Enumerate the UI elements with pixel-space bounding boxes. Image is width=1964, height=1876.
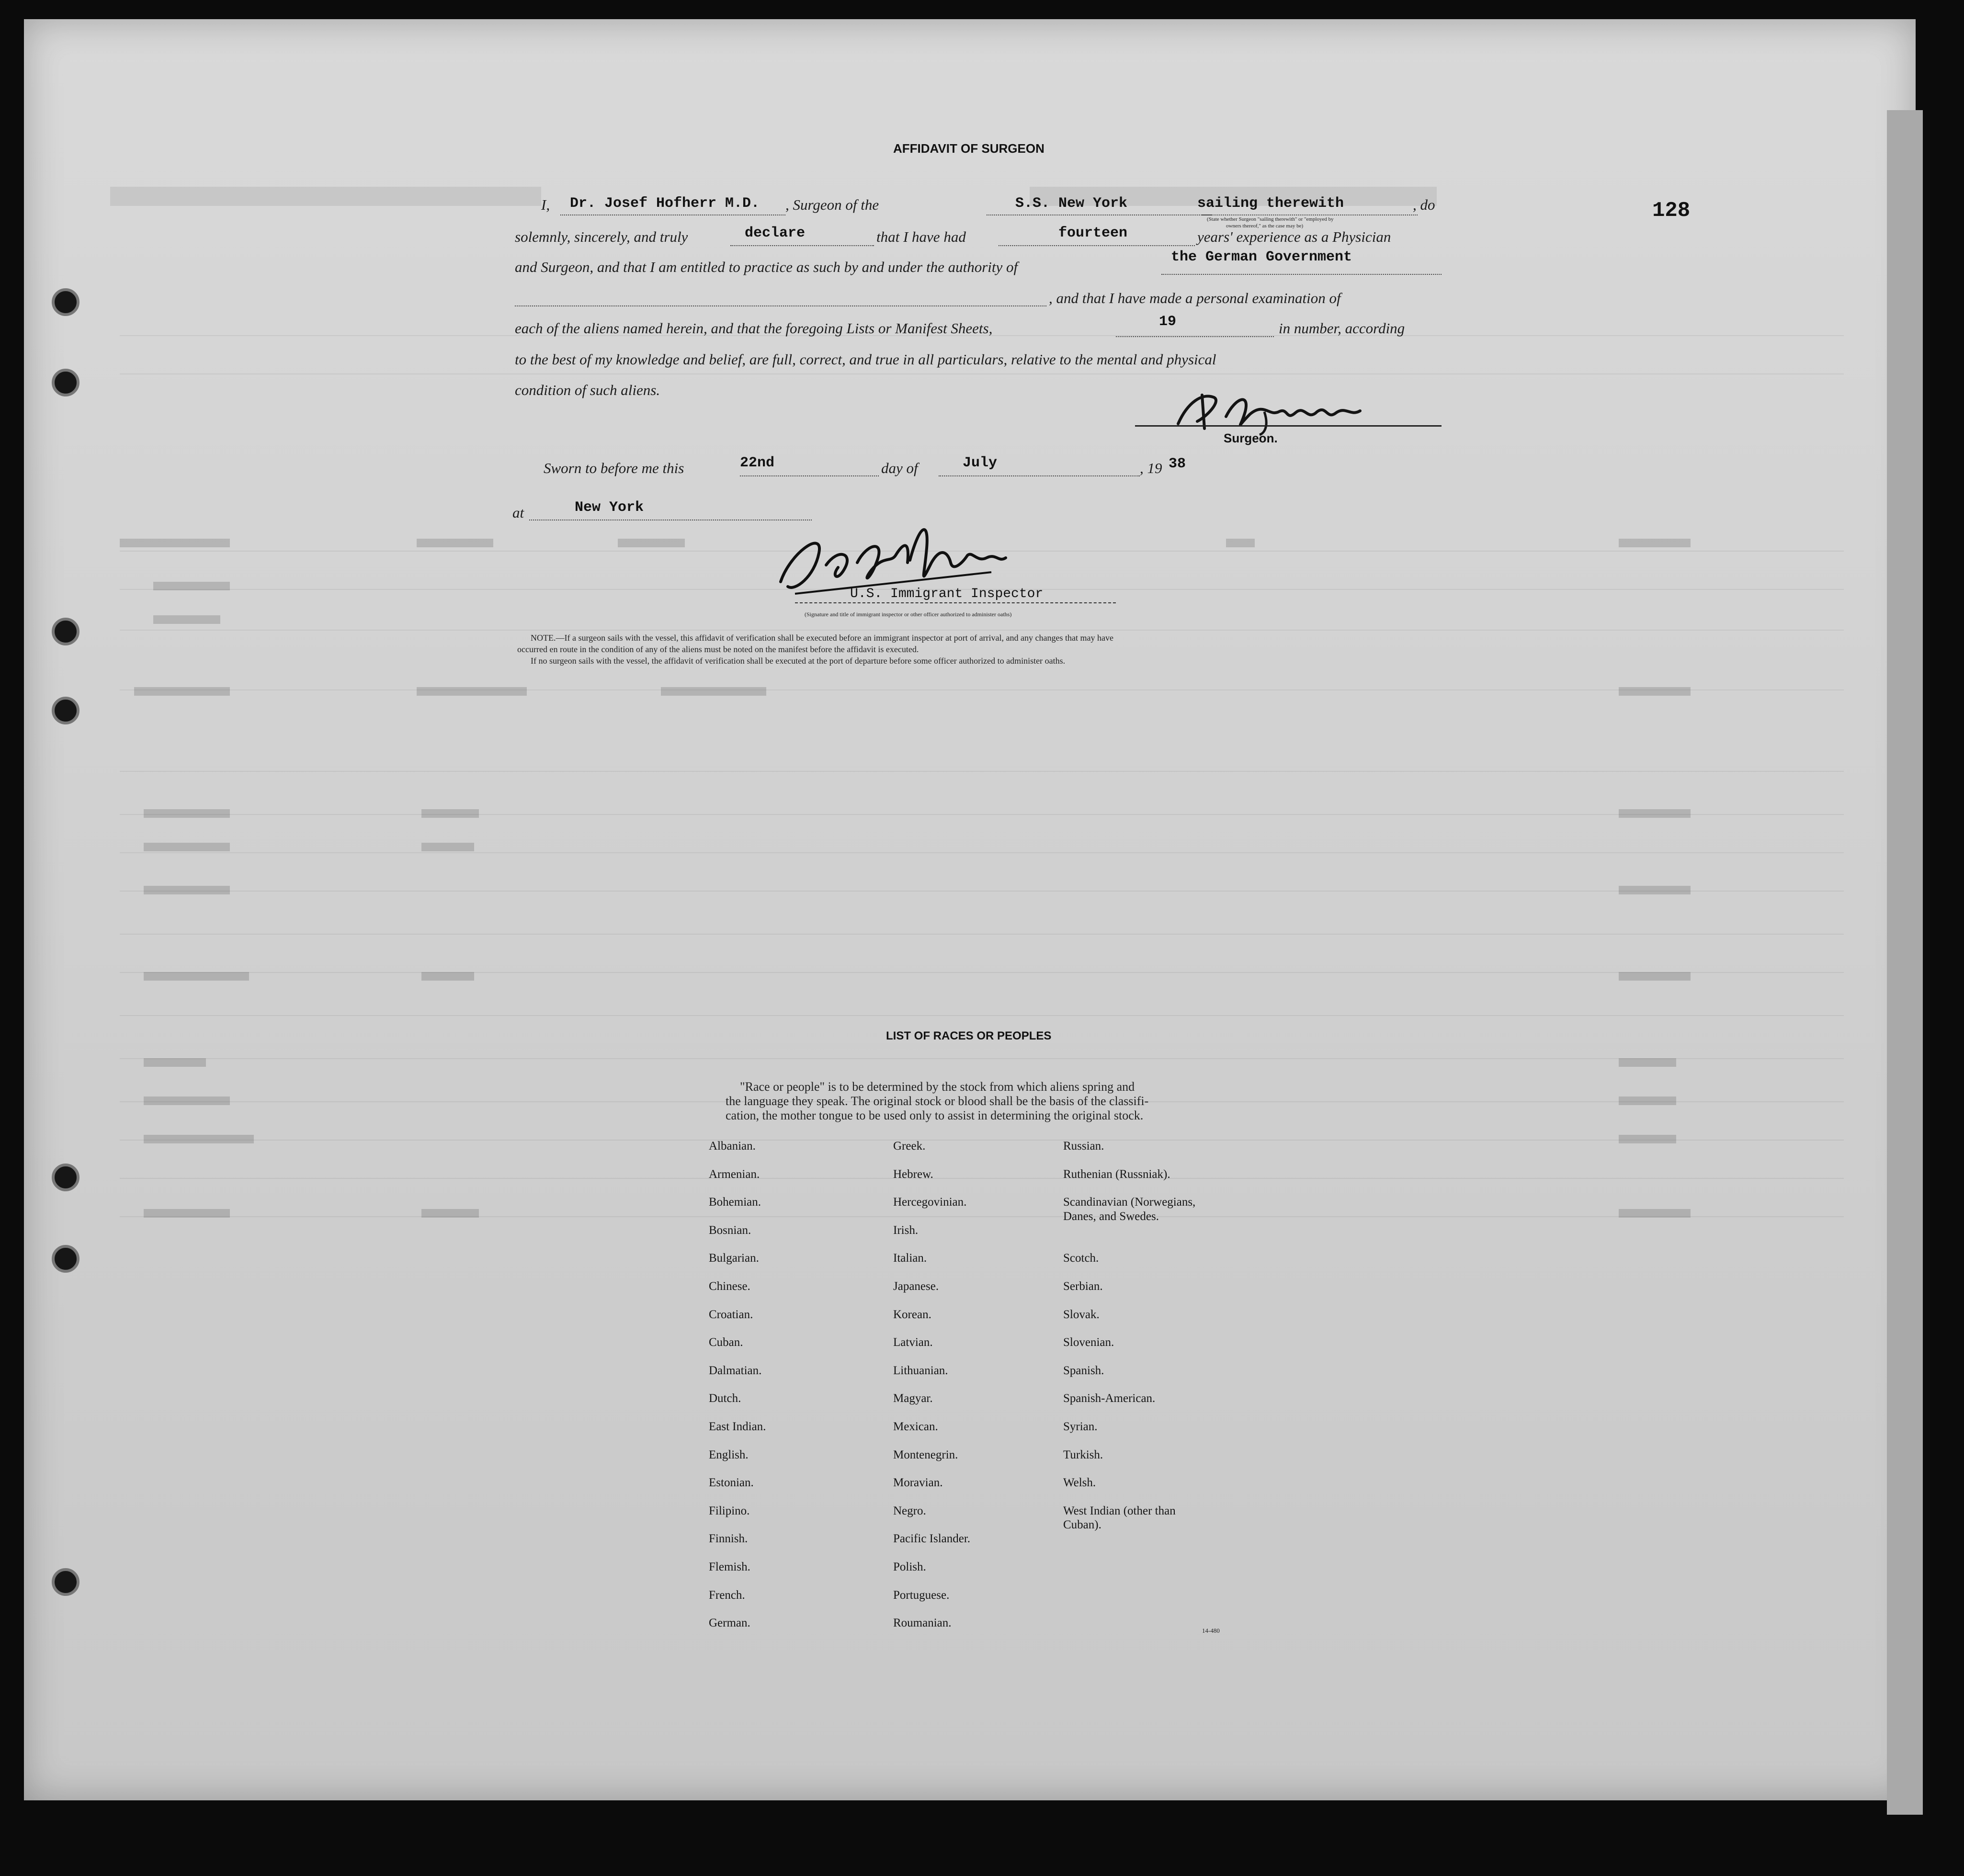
race-item: Syrian.	[1063, 1420, 1098, 1433]
sworn-year-suffix: 38	[1169, 456, 1186, 472]
race-item: Pacific Islander.	[893, 1532, 971, 1546]
affidavit-text-condition: condition of such aliens.	[515, 382, 660, 398]
race-item: French.	[709, 1588, 745, 1602]
race-item: Korean.	[893, 1308, 931, 1321]
inspector-signature-line	[795, 602, 1116, 603]
affidavit-title: AFFIDAVIT OF SURGEON	[893, 141, 1044, 156]
race-item: West Indian (other than	[1063, 1504, 1176, 1517]
surgeon-status: sailing therewith	[1197, 195, 1344, 212]
races-title: LIST OF RACES OR PEOPLES	[886, 1029, 1052, 1042]
surgeon-signature-line	[1135, 425, 1442, 427]
race-item: Bulgarian.	[709, 1252, 759, 1265]
note-line-1: NOTE.—If a surgeon sails with the vessel, this affidavit of verification shall be executed before an immigrant inspector at port of arrival, and any changes that may have	[531, 633, 1113, 643]
sworn-day-line	[740, 475, 879, 476]
affidavit-text-do: , do	[1413, 196, 1435, 213]
race-item: Russian.	[1063, 1140, 1104, 1153]
race-item: German.	[709, 1616, 750, 1630]
race-item: Bohemian.	[709, 1196, 761, 1209]
affidavit-text-and-surgeon: and Surgeon, and that I am entitled to practice as such by and under the authority of	[515, 259, 1018, 275]
inspector-title: U.S. Immigrant Inspector	[850, 587, 1044, 601]
race-item: Mexican.	[893, 1420, 938, 1433]
race-item: Dutch.	[709, 1392, 741, 1405]
declare-word: declare	[745, 225, 806, 241]
race-item: Hebrew.	[893, 1167, 933, 1181]
race-item: Cuban.	[709, 1336, 743, 1349]
race-item: English.	[709, 1448, 749, 1461]
race-item: Portuguese.	[893, 1588, 950, 1602]
race-item: Albanian.	[709, 1140, 756, 1153]
affidavit-text-that-i-have-had: that I have had	[876, 228, 966, 245]
races-intro-2: the language they speak. The original stock or blood shall be the basis of the classifi-	[726, 1094, 1149, 1108]
race-item: Spanish.	[1063, 1364, 1104, 1377]
affidavit-text-in-number: in number, according	[1279, 320, 1405, 337]
race-item: Slovak.	[1063, 1308, 1100, 1321]
authority-line-2	[515, 305, 1046, 306]
race-item: Lithuanian.	[893, 1364, 948, 1377]
race-item: East Indian.	[709, 1420, 766, 1433]
affidavit-text-each-alien: each of the aliens named herein, and that the foregoing Lists or Manifest Sheets,	[515, 320, 993, 337]
race-item: Turkish.	[1063, 1448, 1103, 1461]
sheets-count: 19	[1159, 314, 1177, 330]
race-item: Dalmatian.	[709, 1364, 762, 1377]
status-note-2: owners thereof," as the case may be)	[1226, 223, 1304, 229]
sworn-year-prefix: , 19	[1140, 460, 1162, 476]
race-item: Croatian.	[709, 1308, 753, 1321]
race-item: Scotch.	[1063, 1252, 1099, 1265]
sworn-place: New York	[575, 499, 644, 516]
note-line-2: occurred en route in the condition of any of the aliens must be noted on the manifest before the affidavit is executed.	[517, 644, 919, 654]
note-line-3: If no surgeon sails with the vessel, the affidavit of verification shall be executed at the port of departure before some officer authorized to administer oaths.	[531, 656, 1066, 666]
races-intro-1: "Race or people" is to be determined by the stock from which aliens spring and	[740, 1080, 1135, 1094]
races-intro-3: cation, the mother tongue to be used only to assist in determining the original stock.	[726, 1108, 1144, 1122]
race-item: Moravian.	[893, 1476, 943, 1490]
race-item: Flemish.	[709, 1560, 750, 1573]
race-item: Hercegovinian.	[893, 1196, 967, 1209]
race-item: Welsh.	[1063, 1476, 1096, 1490]
race-item: Chinese.	[709, 1280, 750, 1293]
sworn-day: 22nd	[740, 455, 775, 471]
affidavit-text-personal-exam: , and that I have made a personal examination of	[1049, 290, 1341, 306]
race-item: Slovenian.	[1063, 1336, 1114, 1349]
form-number: 14-480	[1202, 1627, 1220, 1634]
declare-line	[730, 245, 874, 246]
race-item: Negro.	[893, 1504, 926, 1517]
race-item: Finnish.	[709, 1532, 748, 1546]
race-item: Japanese.	[893, 1280, 939, 1293]
affidavit-text-i: I,	[541, 196, 550, 213]
sworn-month-line	[939, 475, 1140, 476]
race-item: Scandinavian (Norwegians,	[1063, 1196, 1196, 1209]
sworn-text: Sworn to before me this	[544, 460, 684, 476]
race-item: Danes, and Swedes.	[1063, 1209, 1159, 1223]
affidavit-text-surgeon-of: , Surgeon of the	[785, 196, 879, 213]
race-item: Filipino.	[709, 1504, 750, 1517]
race-item: Armenian.	[709, 1167, 760, 1181]
inspector-caption: (Signature and title of immigrant inspector or other officer authorized to administer oaths)	[805, 611, 1012, 618]
surgeon-signature	[1169, 383, 1389, 436]
surgeon-name: Dr. Josef Hofherr M.D.	[570, 195, 760, 212]
race-item: Irish.	[893, 1223, 919, 1237]
race-item: Serbian.	[1063, 1280, 1103, 1293]
race-item: Spanish-American.	[1063, 1392, 1156, 1405]
ship-name: S.S. New York	[1015, 195, 1128, 212]
race-item: Roumanian.	[893, 1616, 952, 1630]
sworn-month: July	[963, 455, 998, 471]
race-item: Italian.	[893, 1252, 927, 1265]
years-line	[999, 245, 1195, 246]
race-item: Greek.	[893, 1140, 926, 1153]
sworn-day-of: day of	[881, 460, 918, 476]
race-item: Cuban).	[1063, 1518, 1101, 1532]
race-item: Polish.	[893, 1560, 926, 1573]
authority-name: the German Government	[1171, 249, 1352, 265]
race-item: Estonian.	[709, 1476, 754, 1490]
years-experience: fourteen	[1058, 225, 1128, 241]
affidavit-text-solemnly: solemnly, sincerely, and truly	[515, 228, 688, 245]
authority-line	[1161, 274, 1442, 275]
status-note-1: (State whether Surgeon "sailing therewith" or "employed by	[1207, 216, 1334, 222]
affidavit-text-years: years' experience as a Physician	[1197, 228, 1391, 245]
race-item: Magyar.	[893, 1392, 933, 1405]
sheets-line	[1116, 336, 1274, 337]
surgeon-label: Surgeon.	[1224, 431, 1278, 445]
page-number-stamp: 128	[1652, 199, 1691, 223]
sworn-at: at	[512, 504, 524, 521]
race-item: Bosnian.	[709, 1223, 751, 1237]
affidavit-text-best-knowledge: to the best of my knowledge and belief, are full, correct, and true in all particulars, relative to the mental and physical	[515, 351, 1216, 368]
race-item: Ruthenian (Russniak).	[1063, 1167, 1170, 1181]
race-item: Montenegrin.	[893, 1448, 958, 1461]
race-item: Latvian.	[893, 1336, 933, 1349]
